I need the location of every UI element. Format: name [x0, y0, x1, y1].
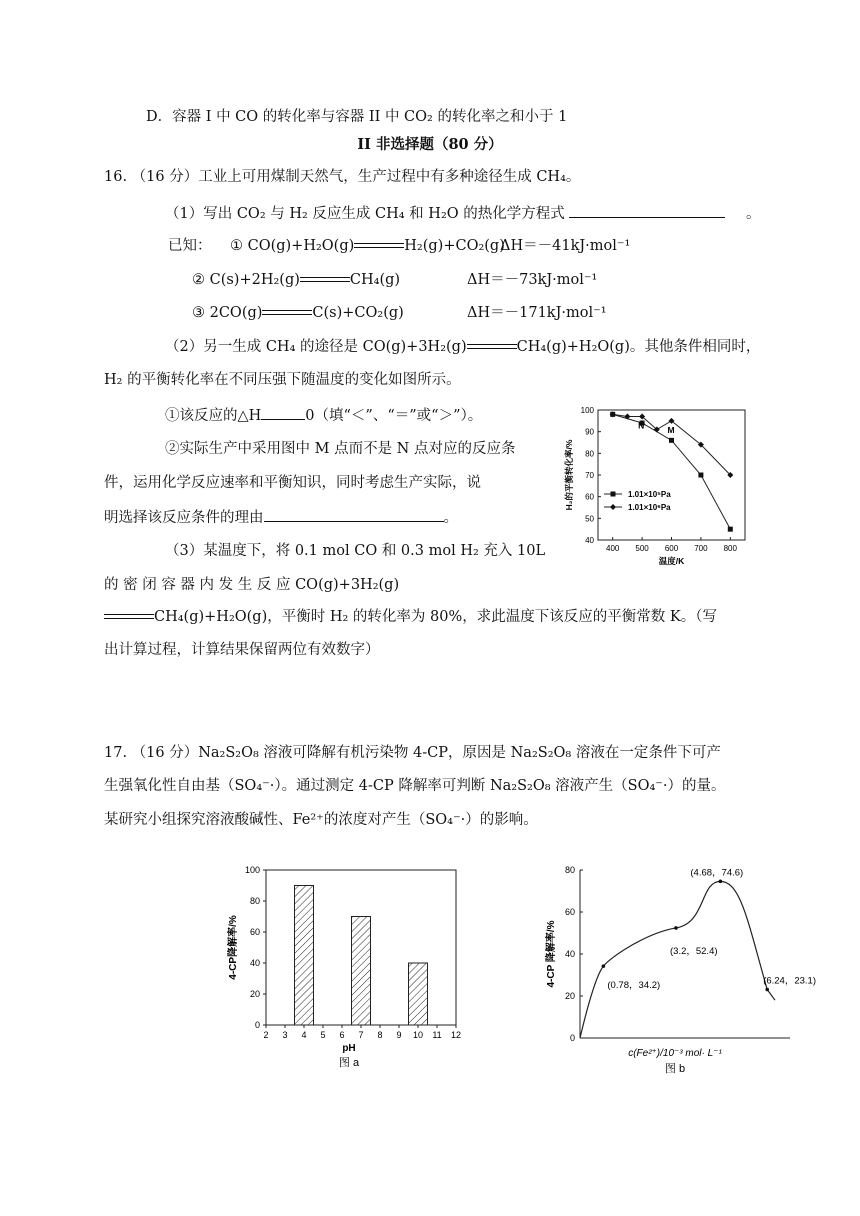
q16-part2-ii-a: ②实际生产中采用图中 M 点而不是 N 点对应的反应条	[165, 441, 516, 457]
data-point	[602, 964, 606, 968]
eq3	[192, 303, 404, 323]
eq2-dh: ΔH＝－73kJ·mol⁻¹	[467, 272, 598, 288]
x-tick-label: 12	[450, 1030, 462, 1040]
q16-part3-b: 的 密 闭 容 器 内 发 生 反 应 CO(g)+3H₂(g)	[104, 577, 400, 593]
q17-line-b: 生强氧化性自由基（SO₄⁻·）。通过测定 4-CP 降解率可判断 Na₂S₂O₈ 溶液产生（SO₄⁻·）的量。	[104, 778, 726, 794]
data-point	[674, 926, 678, 930]
point-annotation: M	[667, 424, 675, 435]
x-tick-label: 6	[339, 1030, 345, 1040]
x-tick-label: 10	[412, 1030, 424, 1040]
ph-degradation-bar-chart	[220, 858, 470, 1088]
legend-label: 1.01×10⁵Pa	[628, 490, 671, 499]
q16-part2-i-a: ①该反应的△H	[165, 408, 262, 424]
point-label: (0.78，34.2)	[607, 980, 661, 992]
y-tick-label: 40	[585, 536, 594, 545]
q16-part2-c: H₂ 的平衡转化率在不同压强下随温度的变化如图所示。	[104, 372, 461, 388]
answer-blank-3[interactable]	[264, 507, 444, 522]
x-tick-label: 2	[263, 1030, 269, 1040]
y-tick-label: 20	[249, 989, 260, 999]
legend-label: 1.01×10⁶Pa	[628, 503, 671, 512]
figure-caption: 图 a	[338, 1057, 360, 1069]
y-tick-label: 80	[249, 896, 260, 906]
x-tick-label: 11	[432, 1030, 442, 1040]
data-point	[698, 473, 703, 478]
equilibrium-arrow-icon	[354, 241, 404, 251]
q16-part1-tail: 。	[745, 206, 761, 222]
y-tick-label: 40	[564, 949, 575, 959]
data-point	[669, 438, 674, 443]
bar	[409, 963, 428, 1025]
data-point	[719, 880, 723, 884]
bar	[295, 886, 314, 1026]
y-tick-label: 90	[585, 427, 594, 437]
eq3-dh: ΔH＝－171kJ·mol⁻¹	[467, 305, 607, 321]
curve	[580, 881, 775, 1038]
y-axis-label: 4-CP 降解率/%	[546, 920, 557, 988]
data-point	[624, 414, 630, 420]
x-tick-label: 9	[396, 1030, 402, 1040]
x-axis-label: c(Fe²⁺)/10⁻³ mol· L⁻¹	[628, 1048, 722, 1059]
q16-part3-a: （3）某温度下，将 0.1 mol CO 和 0.3 mol H₂ 充入 10L	[165, 543, 546, 559]
y-tick-label: 80	[564, 865, 575, 875]
q16-part2-ii-c-text: 明选择该反应条件的理由	[104, 510, 264, 526]
q16-part2-i-b: 0（填“＜”、“＝”或“＞”）。	[305, 408, 483, 424]
point-label: (3.2，52.4)	[670, 945, 718, 957]
bar	[352, 917, 371, 1026]
answer-blank-1[interactable]	[569, 203, 725, 218]
point-annotation: N	[638, 420, 645, 431]
eq3-left: ③ 2CO(g)	[192, 305, 263, 321]
known-label: 已知：	[168, 238, 212, 254]
y-tick-label: 60	[249, 927, 260, 937]
y-tick-label: 60	[564, 907, 575, 917]
y-axis-label: 4-CP降解率/%	[228, 915, 239, 980]
data-point	[728, 527, 733, 532]
eq2-right: CH₄(g)	[349, 272, 401, 288]
q16-part1	[165, 203, 760, 224]
x-axis-label: pH	[342, 1043, 356, 1054]
y-tick-label: 20	[564, 991, 575, 1001]
q16-part2-a	[165, 337, 760, 357]
eq1	[230, 236, 505, 256]
q16-part2-ii-c	[104, 507, 458, 528]
x-tick-label: 700	[694, 544, 708, 553]
x-axis-label: 温度/K	[658, 556, 685, 566]
h2-conversion-chart	[540, 398, 755, 576]
y-tick-label: 80	[585, 449, 594, 459]
equilibrium-arrow-icon	[300, 275, 350, 285]
data-point	[765, 988, 769, 992]
q16-part2-a-text: （2）另一生成 CH₄ 的途径是 CO(g)+3H₂(g)	[165, 339, 467, 355]
eq3-right: C(s)+CO₂(g)	[312, 305, 404, 321]
x-tick-label: 3	[282, 1030, 288, 1040]
section-heading: II 非选择题（80 分）	[357, 136, 503, 153]
q16-part2-b-text: CH₄(g)+H₂O(g)。其他条件相同时，	[516, 339, 761, 355]
eq2-left: ② C(s)+2H₂(g)	[192, 272, 300, 288]
legend-marker	[610, 504, 616, 510]
point-label: (6.24，23.1)	[763, 975, 817, 987]
answer-blank-2[interactable]	[261, 405, 305, 420]
q16-head: 16. （16 分）工业上可用煤制天然气，生产过程中有多种途径生成 CH₄。	[104, 169, 581, 185]
y-tick-label: 70	[585, 471, 594, 480]
point-label: (4.68，74.6)	[690, 867, 744, 879]
q16-part2-i	[165, 405, 482, 426]
q16-part2-ii-d: 。	[443, 510, 458, 526]
option-d: D．容器 I 中 CO 的转化率与容器 II 中 CO₂ 的转化率之和小于 1	[146, 109, 568, 125]
x-tick-label: 7	[358, 1030, 364, 1040]
y-tick-label: 0	[254, 1020, 260, 1030]
equilibrium-arrow-icon	[467, 342, 517, 352]
x-tick-label: 4	[301, 1030, 307, 1040]
y-tick-label: 40	[249, 958, 260, 968]
x-tick-label: 800	[723, 544, 737, 553]
y-tick-label: 50	[585, 514, 594, 524]
equilibrium-arrow-icon	[104, 612, 154, 622]
q16-part3-c-text: CH₄(g)+H₂O(g)，平衡时 H₂ 的转化率为 80%，求此温度下该反应的平衡常数 K。（写	[154, 609, 717, 625]
x-tick-label: 5	[320, 1030, 326, 1040]
eq1-right: H₂(g)+CO₂(g)	[404, 238, 505, 254]
x-tick-label: 400	[606, 544, 620, 553]
equilibrium-arrow-icon	[262, 308, 312, 318]
q16-part3-d: 出计算过程，计算结果保留两位有效数字）	[104, 642, 380, 658]
y-tick-label: 60	[585, 492, 594, 502]
y-tick-label: 100	[580, 406, 594, 415]
legend-marker	[611, 492, 616, 497]
q17-line-a: 17. （16 分）Na₂S₂O₈ 溶液可降解有机污染物 4-CP，原因是 Na₂S₂O₈ 溶液在一定条件下可产	[104, 745, 721, 761]
q17-line-c: 某研究小组探究溶液酸碱性、Fe²⁺的浓度对产生（SO₄⁻·）的影响。	[104, 812, 538, 828]
y-tick-label: 100	[244, 865, 260, 875]
fe-degradation-curve-chart	[540, 858, 817, 1088]
eq1-left: ① CO(g)+H₂O(g)	[230, 238, 355, 254]
eq2	[192, 270, 400, 290]
y-tick-label: 0	[569, 1033, 575, 1043]
q16-part2-ii-b: 件，运用化学反应速率和平衡知识，同时考虑生产实际，说	[104, 475, 481, 491]
q16-part3-c	[104, 607, 717, 627]
q16-part1-text: （1）写出 CO₂ 与 H₂ 反应生成 CH₄ 和 H₂O 的热化学方程式	[165, 206, 565, 222]
y-axis-label: H₂的平衡转化率/%	[564, 439, 574, 511]
x-tick-label: 8	[377, 1030, 383, 1040]
eq1-dh: ΔH＝－41kJ·mol⁻¹	[500, 238, 631, 254]
x-tick-label: 600	[664, 544, 679, 553]
x-tick-label: 500	[635, 544, 649, 553]
figure-caption: 图 b	[664, 1063, 686, 1075]
